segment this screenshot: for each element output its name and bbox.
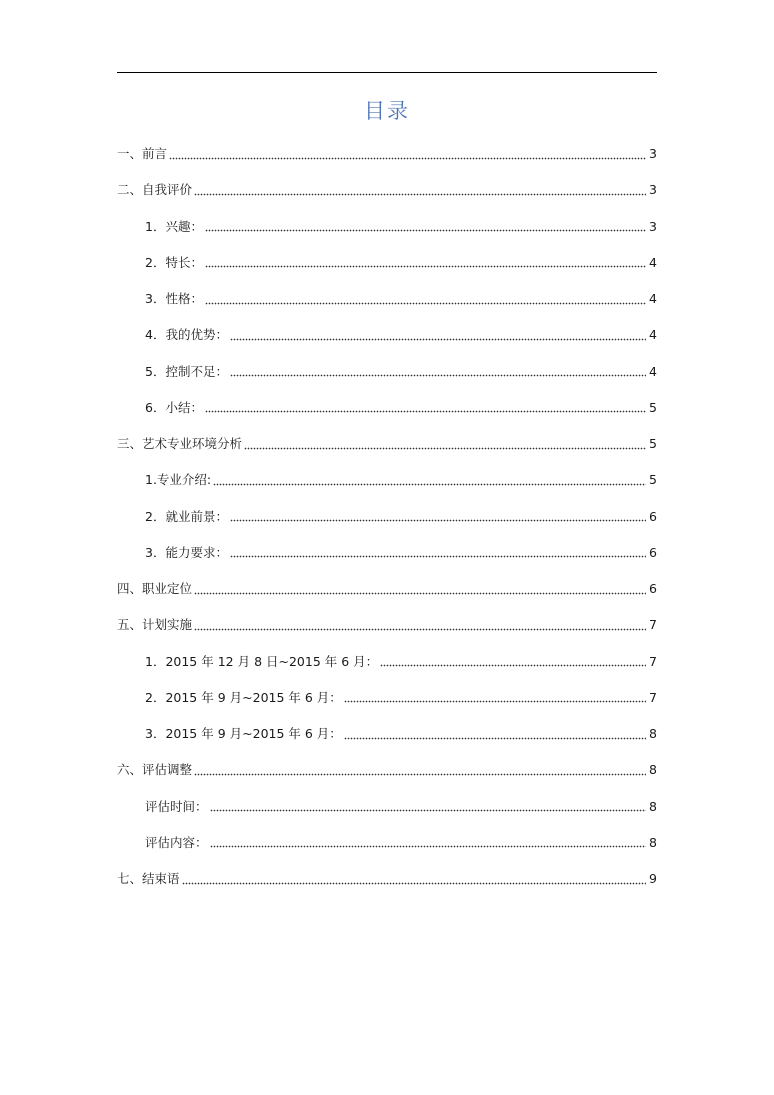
toc-page-number: 3 (649, 146, 657, 162)
toc-entry-label: 评估内容： (145, 834, 208, 850)
toc-dot-leader (194, 767, 646, 776)
toc-dot-leader (230, 368, 646, 377)
toc-page-number: 7 (649, 689, 657, 705)
toc-page-number: 6 (649, 508, 657, 524)
toc-dot-leader (230, 513, 646, 522)
toc-page-number: 4 (649, 254, 657, 270)
toc-page-number: 5 (649, 472, 657, 488)
toc-dot-leader (194, 586, 646, 595)
toc-page-number: 5 (649, 436, 657, 452)
toc-entry-label: 三、艺术专业环境分析 (117, 436, 243, 452)
toc-page-number: 4 (649, 291, 657, 307)
toc-page-number: 8 (649, 726, 657, 742)
toc-entry-label: 3．能力要求： (145, 544, 228, 560)
toc-entry-label: 6．小结： (145, 399, 203, 415)
toc-entry-label: 3．2015 年 9 月~2015 年 6 月： (145, 726, 342, 742)
toc-entry-label: 七、结束语 (117, 871, 180, 887)
toc-dot-leader (194, 187, 646, 196)
toc-entry[interactable] (117, 281, 657, 317)
toc-dot-leader (230, 549, 646, 558)
toc-dot-leader (182, 876, 646, 885)
toc-entry-label: 2．2015 年 9 月~2015 年 6 月： (145, 689, 342, 705)
toc-entry-label: 2．就业前景： (145, 508, 228, 524)
toc-dot-leader (244, 441, 646, 450)
toc-entry[interactable] (117, 644, 657, 680)
toc-dot-leader (380, 658, 646, 667)
toc-entry-label: 二、自我评价 (117, 182, 193, 198)
toc-entry[interactable] (117, 571, 657, 607)
toc-list (117, 136, 657, 897)
toc-page-number: 7 (649, 653, 657, 669)
header-rule (117, 72, 657, 73)
toc-dot-leader (169, 151, 646, 160)
toc-page-number: 6 (649, 544, 657, 560)
toc-entry[interactable] (117, 535, 657, 571)
toc-entry[interactable] (117, 607, 657, 643)
toc-page-number: 6 (649, 581, 657, 597)
toc-entry-label: 五、计划实施 (117, 617, 193, 633)
toc-dot-leader (205, 296, 646, 305)
toc-page-number: 7 (649, 617, 657, 633)
toc-dot-leader (230, 332, 646, 341)
toc-entry[interactable] (117, 716, 657, 752)
toc-entry-label: 3．性格： (145, 291, 203, 307)
toc-dot-leader (194, 622, 646, 631)
toc-page-number: 4 (649, 327, 657, 343)
toc-dot-leader (210, 839, 646, 848)
toc-entry[interactable] (117, 462, 657, 498)
toc-page-number: 3 (649, 218, 657, 234)
toc-entry-label: 评估时间： (145, 798, 208, 814)
toc-entry[interactable] (117, 354, 657, 390)
toc-entry-label: 四、职业定位 (117, 581, 193, 597)
toc-title: 目录 (364, 99, 410, 123)
toc-dot-leader (213, 477, 646, 486)
toc-entry[interactable] (117, 136, 657, 172)
toc-page-number: 4 (649, 363, 657, 379)
toc-entry[interactable] (117, 426, 657, 462)
toc-entry[interactable] (117, 680, 657, 716)
toc-dot-leader (210, 803, 646, 812)
toc-entry[interactable] (117, 789, 657, 825)
toc-entry-label: 一、前言 (117, 146, 168, 162)
toc-page-number: 3 (649, 182, 657, 198)
toc-entry-label: 2．特长： (145, 254, 203, 270)
toc-entry-label: 六、评估调整 (117, 762, 193, 778)
toc-entry-label: 1．2015 年 12 月 8 日~2015 年 6 月： (145, 653, 379, 669)
toc-entry-label: 1．兴趣： (145, 218, 203, 234)
toc-page-number: 9 (649, 871, 657, 887)
toc-entry[interactable] (117, 825, 657, 861)
toc-entry-label: 1.专业介绍: (145, 472, 212, 488)
toc-dot-leader (344, 694, 646, 703)
toc-page-number: 8 (649, 834, 657, 850)
toc-entry[interactable] (117, 861, 657, 897)
toc-entry[interactable] (117, 390, 657, 426)
toc-entry-label: 5．控制不足： (145, 363, 228, 379)
toc-page-number: 8 (649, 798, 657, 814)
toc-dot-leader (205, 223, 646, 232)
toc-page-number: 8 (649, 762, 657, 778)
toc-entry[interactable] (117, 317, 657, 353)
toc-page-number: 5 (649, 399, 657, 415)
toc-entry-label: 4．我的优势： (145, 327, 228, 343)
toc-entry[interactable] (117, 245, 657, 281)
toc-entry[interactable] (117, 752, 657, 788)
toc-entry[interactable] (117, 172, 657, 208)
toc-entry[interactable] (117, 209, 657, 245)
toc-dot-leader (205, 404, 646, 413)
toc-dot-leader (344, 731, 646, 740)
toc-entry[interactable] (117, 499, 657, 535)
toc-dot-leader (205, 259, 646, 268)
